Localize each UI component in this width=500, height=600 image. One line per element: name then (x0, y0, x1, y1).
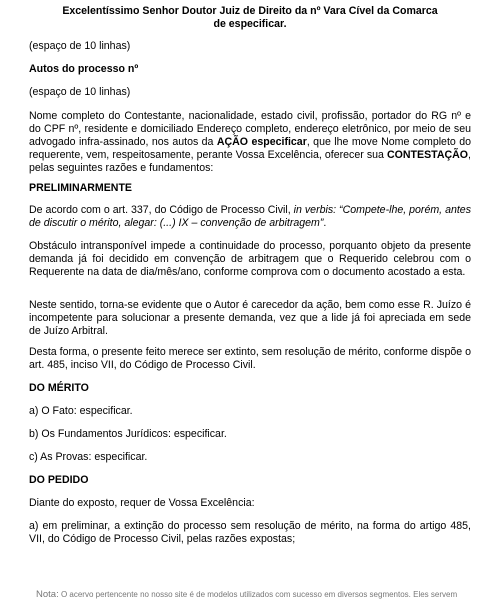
merito-item-fato: a) O Fato: especificar. (29, 405, 133, 417)
art337-quote: in verbis: “Compete-lhe, porém, antes de discutir o mérito, alegar: (...) IX – convenção de arbitragem” (29, 204, 471, 229)
intro-text-b: , que lhe move Nome completo do requerente, vem, respeitosamente, perante Vossa Excelência, oferecer sua (29, 135, 471, 161)
intro-text-a: Nome completo do Contestante, nacionalidade, estado civil, profissão, portador do RG nº e do CPF nº, residente e domiciliado Endereço completo, endereço eletrônico, por meio de seu advogado infra-assinado, nos autos da (29, 110, 471, 148)
action-name: AÇÃO especificar (216, 135, 307, 148)
paragraph-desta-forma: Desta forma, o presente feito merece ser extinto, sem resolução de mérito, conforme dispõe o art. 485, inciso VII, do Código de Processo Civil. (29, 346, 471, 371)
space-note-2: (espaço de 10 linhas) (29, 86, 131, 98)
footer-note-text: O acervo pertencente no nosso site é de modelos utilizados com sucesso em diversos segmentos. Eles servem (58, 590, 458, 599)
heading-merito: DO MÉRITO (29, 382, 89, 394)
paragraph-neste-sentido: Neste sentido, torna-se evidente que o Autor é carecedor da ação, bem como esse R. Juízo é incompetente para solucionar a presente demanda, vez que a lide já foi apreciada em sede de Juízo Arbitral. (29, 299, 471, 337)
art337-text: De acordo com o art. 337, do Código de Processo Civil, (29, 204, 294, 216)
paragraph-art-337 (29, 204, 471, 230)
heading-preliminarmente: PRELIMINARMENTE (29, 182, 132, 194)
footer-note (0, 589, 500, 600)
intro-text-c: , pelas seguintes razões e fundamentos: (29, 148, 471, 174)
merito-item-provas: c) As Provas: especificar. (29, 451, 148, 463)
title-line-2: de especificar. (213, 17, 287, 30)
intro-paragraph (29, 110, 471, 175)
heading-pedido: DO PEDIDO (29, 474, 89, 486)
merito-item-fundamentos: b) Os Fundamentos Jurídicos: especificar. (29, 428, 227, 440)
document-title (29, 5, 471, 30)
paragraph-obstaculo: Obstáculo intransponível impede a continuidade do processo, porquanto objeto da presente demanda já foi decidido em convenção de arbitragem que o Requerido celebrou com o Requerente na data de dia/mês/ano, conforme comprova com o documento acostado a esta. (29, 240, 471, 278)
title-line-1: Excelentíssimo Senhor Doutor Juiz de Direito da nº Vara Cível da Comarca (62, 5, 438, 17)
paragraph-diante: Diante do exposto, requer de Vossa Excelência: (29, 497, 255, 509)
pedido-item-a: a) em preliminar, a extinção do processo sem resolução de mérito, na forma do artigo 485, VII, do Código de Processo Civil, pelas razões expostas; (29, 520, 471, 545)
footer-note-label: Nota: (36, 589, 59, 600)
process-number-label: Autos do processo nº (29, 63, 139, 75)
contestacao-label: CONTESTAÇÃO (387, 148, 469, 161)
space-note-1: (espaço de 10 linhas) (29, 40, 131, 52)
art337-end: . (323, 216, 327, 229)
